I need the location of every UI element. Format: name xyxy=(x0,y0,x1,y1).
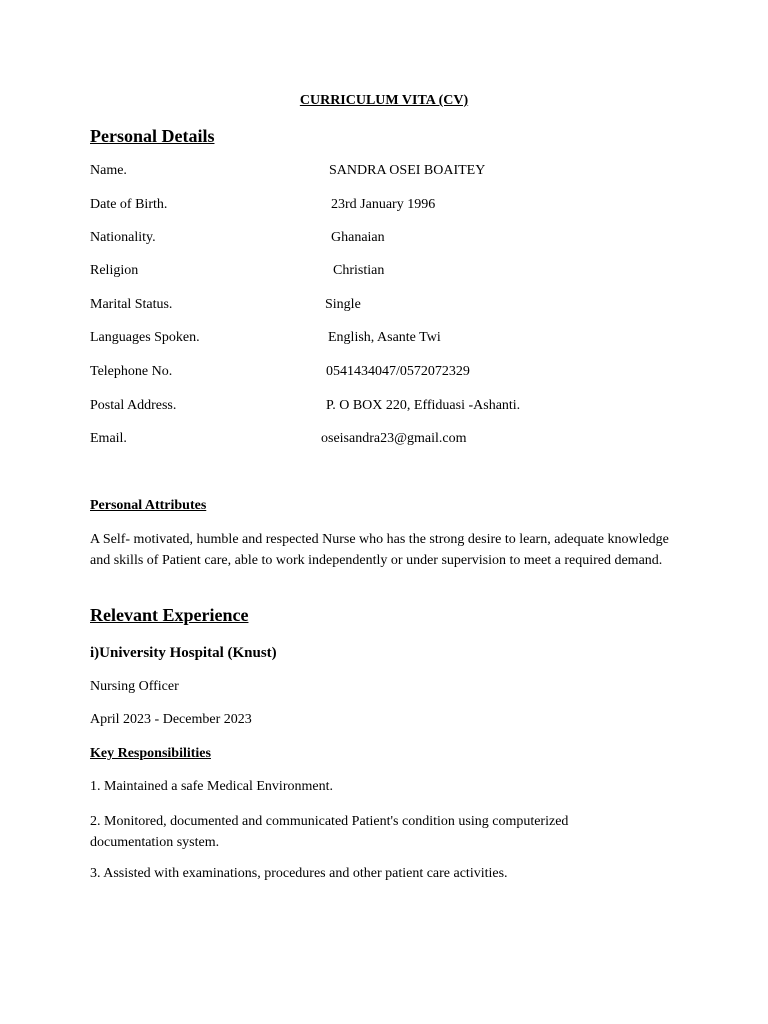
detail-label-telephone: Telephone No. xyxy=(90,364,173,379)
personal-attributes-heading: Personal Attributes xyxy=(90,498,207,513)
job-period: April 2023 - December 2023 xyxy=(90,712,252,727)
detail-value-religion: Christian xyxy=(333,263,385,278)
detail-value-telephone: 0541434047/0572072329 xyxy=(326,364,470,379)
detail-value-name: SANDRA OSEI BOAITEY xyxy=(329,163,486,178)
relevant-experience-heading: Relevant Experience xyxy=(90,605,249,625)
personal-attributes-text: A Self- motivated, humble and respected Nurse who has the strong desire to learn, adequate knowledge and skills of Patient care, able to work independently or under supervision to meet a required demand. xyxy=(90,532,669,568)
key-responsibilities-heading: Key Responsibilities xyxy=(90,746,211,761)
detail-value-dob: 23rd January 1996 xyxy=(331,197,436,212)
detail-value-nationality: Ghanaian xyxy=(331,230,385,245)
employer-name: i)University Hospital (Knust) xyxy=(90,645,277,661)
detail-label-email: Email. xyxy=(90,431,127,446)
detail-value-email: oseisandra23@gmail.com xyxy=(321,431,467,446)
detail-label-name: Name. xyxy=(90,163,127,178)
personal-details-heading: Personal Details xyxy=(90,126,215,146)
detail-label-religion: Religion xyxy=(90,263,139,278)
responsibility-item: 1. Maintained a safe Medical Environment. xyxy=(90,779,333,794)
job-role: Nursing Officer xyxy=(90,679,179,694)
detail-label-dob: Date of Birth. xyxy=(90,197,168,212)
detail-value-postal-address: P. O BOX 220, Effiduasi -Ashanti. xyxy=(326,398,521,413)
detail-label-postal-address: Postal Address. xyxy=(90,398,177,413)
responsibility-item: 2. Monitored, documented and communicated Patient's condition using computerized documentation system. xyxy=(90,814,569,850)
detail-label-languages: Languages Spoken. xyxy=(90,330,200,345)
detail-label-nationality: Nationality. xyxy=(90,230,156,245)
document-title: CURRICULUM VITA (CV) xyxy=(299,93,469,108)
detail-value-languages: English, Asante Twi xyxy=(328,330,441,345)
detail-label-marital-status: Marital Status. xyxy=(90,297,173,312)
detail-value-marital-status: Single xyxy=(325,297,361,312)
responsibility-item: 3. Assisted with examinations, procedures and other patient care activities. xyxy=(90,866,508,881)
